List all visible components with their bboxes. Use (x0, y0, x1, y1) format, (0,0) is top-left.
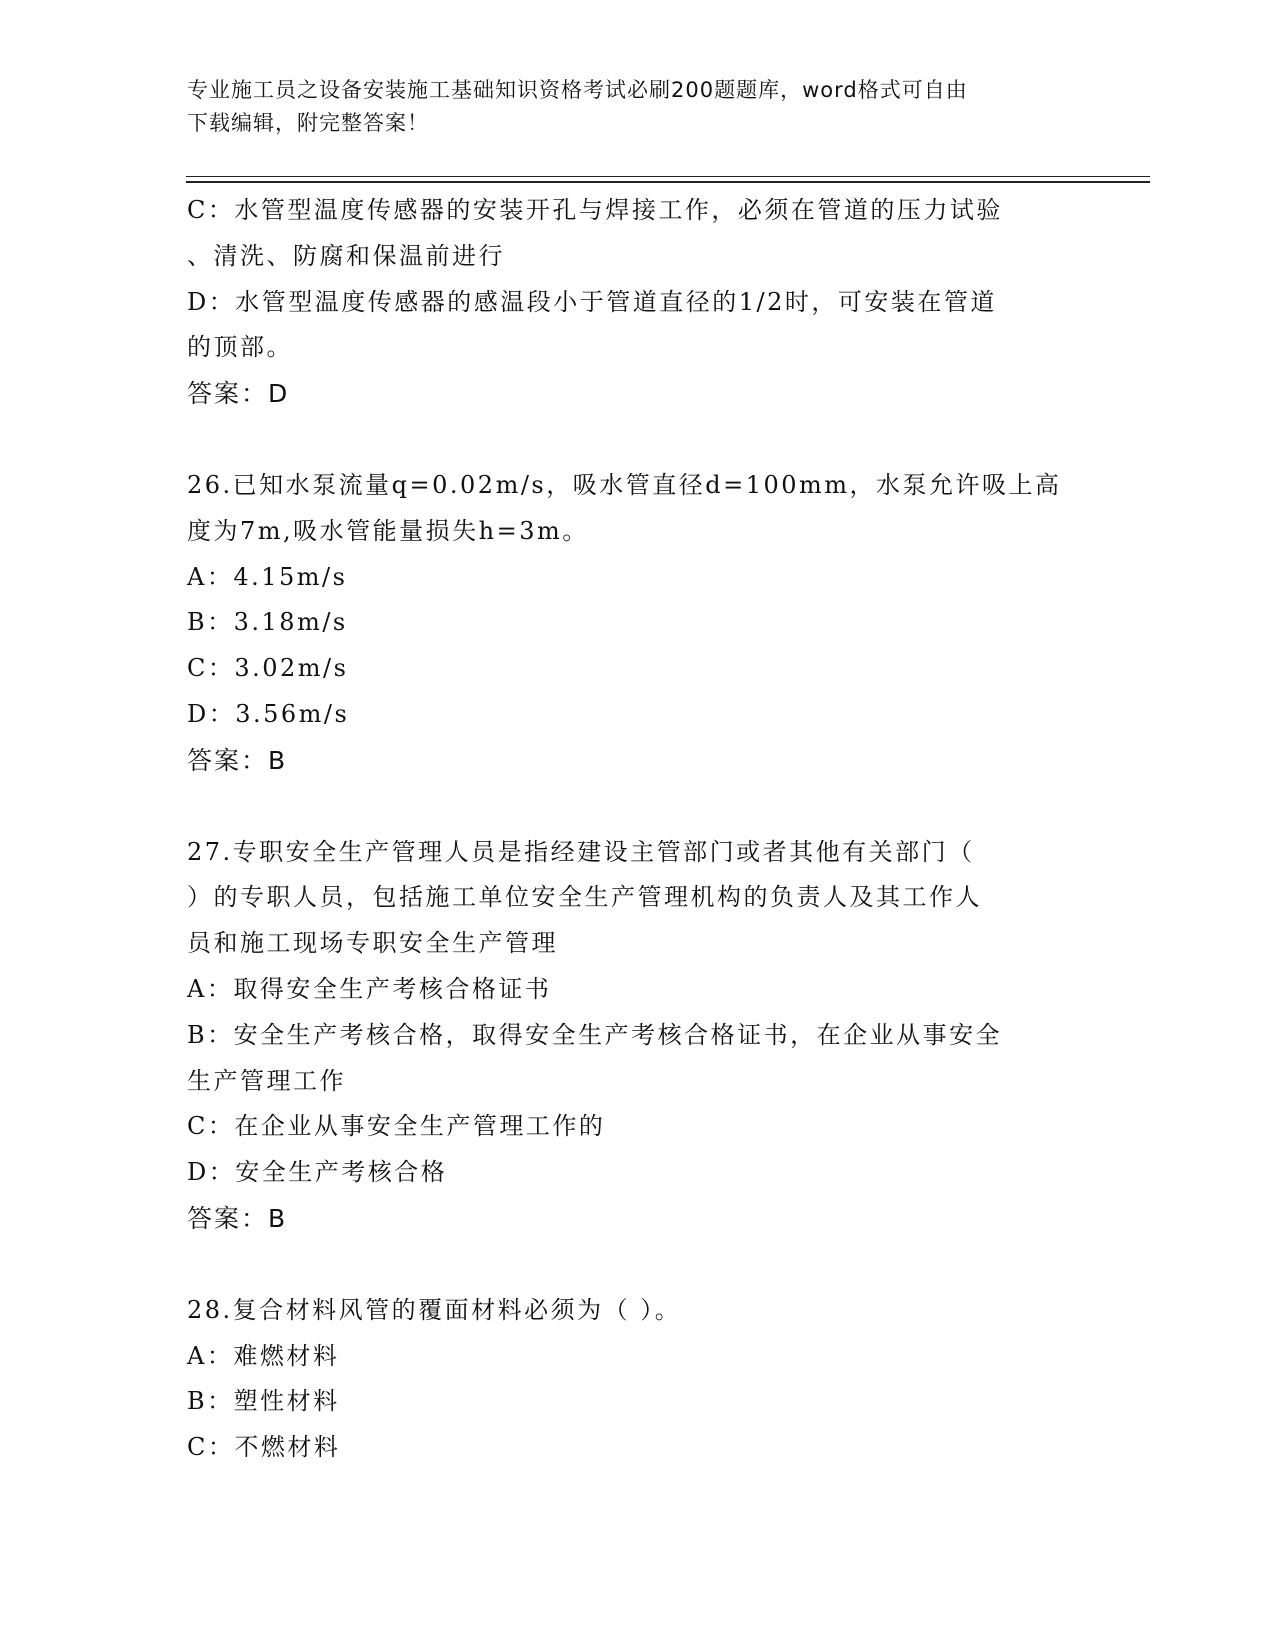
question-line: 员和施工现场专职安全生产管理 (187, 929, 558, 958)
question-line: 、清洗、防腐和保温前进行 (187, 241, 505, 270)
question-line: C：在企业从事安全生产管理工作的 (187, 1112, 606, 1141)
question-line: B：3.18m/s (187, 608, 348, 637)
question-block (187, 463, 1087, 784)
answer-line: 答案：B (187, 745, 288, 775)
question-block (187, 830, 1087, 1242)
question-line: D：安全生产考核合格 (187, 1158, 448, 1187)
answer-line: 答案：B (187, 1203, 288, 1233)
question-line: 度为7m,吸水管能量损失h=3m。 (187, 516, 589, 545)
block-spacer (187, 1242, 1087, 1288)
question-line: 28.复合材料风管的覆面材料必须为（ ）。 (187, 1295, 682, 1324)
question-block (187, 188, 1087, 417)
header-line-2: 下载编辑，附完整答案！ (187, 111, 429, 135)
question-line: 27.专职安全生产管理人员是指经建设主管部门或者其他有关部门（ (187, 837, 975, 866)
header-line-1: 专业施工员之设备安装施工基础知识资格考试必刷200题题库，word格式可自由 (187, 78, 968, 102)
question-content (187, 188, 1087, 1471)
question-line: C：不燃材料 (187, 1433, 341, 1462)
block-spacer (187, 784, 1087, 830)
document-header (187, 74, 1067, 140)
header-divider-thick (186, 181, 1150, 183)
question-line: 生产管理工作 (187, 1066, 346, 1095)
answer-line: 答案：D (187, 379, 290, 409)
question-line: B：塑性材料 (187, 1387, 340, 1416)
question-line: 26.已知水泵流量q=0.02m/s，吸水管直径d=100mm，水泵允许吸上高 (187, 470, 1062, 499)
header-divider-thin (186, 176, 1150, 177)
question-line: B：安全生产考核合格，取得安全生产考核合格证书，在企业从事安全 (187, 1020, 1003, 1049)
question-line: A：难燃材料 (187, 1341, 340, 1370)
question-line: A：4.15m/s (187, 562, 348, 591)
question-line: A：取得安全生产考核合格证书 (187, 974, 552, 1003)
question-line: C：3.02m/s (187, 654, 349, 683)
block-spacer (187, 417, 1087, 463)
question-line: ）的专职人员，包括施工单位安全生产管理机构的负责人及其工作人 (187, 883, 982, 912)
question-line: C：水管型温度传感器的安装开孔与焊接工作，必须在管道的压力试验 (187, 196, 1003, 224)
question-line: D：3.56m/s (187, 699, 350, 728)
question-block (187, 1288, 1087, 1471)
question-line: D：水管型温度传感器的感温段小于管道直径的1/2时，可安装在管道 (187, 287, 997, 316)
question-line: 的顶部。 (187, 333, 293, 362)
